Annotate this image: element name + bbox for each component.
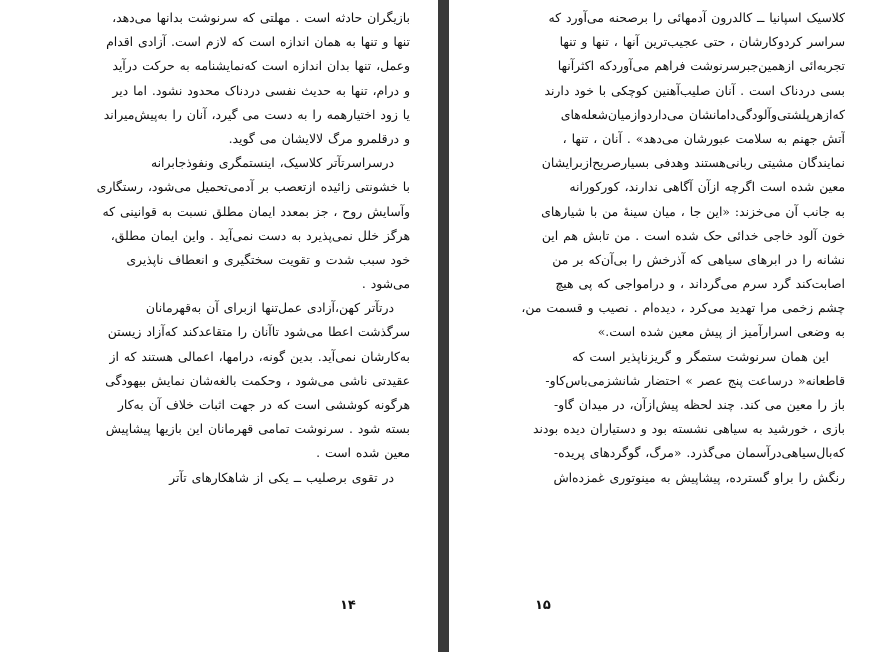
text-line: خون آلود خاجی خدائی حک شده است . من تابش هم این <box>541 227 845 243</box>
text-line: و درام، تنها به حدیث نفسی دردناک محدود نشود. اما دیر <box>112 82 410 98</box>
text-line: سراسر کردوکارشان ، حتی عجیب‌ترین آنها ، تنها و تنها <box>559 34 845 50</box>
text-line: این همان سرنوشت ستمگر و گریزناپذیر است که <box>571 348 829 364</box>
text-line: تجربه‌ائی ازهمین‌جبرسرنوشت فراهم می‌آوردکه اکثرآنها <box>557 58 845 74</box>
left-page-text <box>38 6 410 490</box>
page-number: ۱۴ <box>340 598 356 613</box>
text-line: به‌کارشان نمی‌آید. بدین گونه، درامها، اعمالی هستند که از <box>109 348 410 364</box>
text-line: و درقلمرو مرگ لالایشان می گوید. <box>228 130 410 146</box>
text-line: وعمل، تنها بدان اندازه است که‌نمایشنامه به حرکت درآید <box>112 58 410 74</box>
text-line: عقیدتی ناشی می‌شود ، وحکمت بالغه‌شان نمایش بیهودگی <box>105 372 410 388</box>
page-number: ۱۵ <box>535 598 551 613</box>
text-line: بازی ، خورشید به سیاهی نشسته بود و دستیاران دیده بودند <box>532 421 845 437</box>
book-spine <box>438 0 449 652</box>
text-line: کلاسیک اسپانیا ــ کالدرون آدمهائی را برصحنه می‌آورد که <box>548 10 845 25</box>
text-line: یا زود اختیارهمه را به دست می گیرد، آنان را به‌پیش‌میراند <box>103 106 410 122</box>
text-line: نمایندگان مشیتی ربانی‌هستند وهدفی بسیارصریح‌ازبرایشان <box>541 155 845 171</box>
text-line: نشانه را در ابرهای سیاهی که آذرخش را بی‌آن‌که بر من <box>552 251 845 267</box>
right-page <box>449 0 883 652</box>
text-line: در تقوی برصلیب ــ یکی از شاهکارهای تآتر <box>169 469 394 485</box>
text-line: خود سبب شدت و تقویت سختگیری و انعطاف ناپذیری <box>126 251 410 267</box>
text-line: که‌بال‌سیاهی‌درآسمان می‌گذرد. «مرگ، گوگردهای پریده‌- <box>553 445 845 461</box>
right-page-text <box>471 6 845 490</box>
text-line: چشم زخمی مرا تهدید می‌کرد ، دیده‌ام . نصیب و قسمت من، <box>521 300 845 316</box>
text-line: درسراسرتآتر کلاسیک، اینستمگری ونفوذجابرانه <box>150 155 394 171</box>
text-line: معین شده است اگرچه ازآن آگاهی ندارند، کورکورانه <box>569 179 845 195</box>
text-line: هرگز خلل نمی‌پذیرد به دست نمی‌آید . واین ایمان مطلق، <box>110 227 410 243</box>
text-line: که‌ازهرپلشتی‌وآلودگی‌دامانشان می‌داردو‌ازمیان‌شعله‌های <box>560 106 845 122</box>
text-line: قاطعانه« درساعت پنج عصر » احتضار شانشزمی‌باس‌کاو- <box>545 372 845 388</box>
text-line: درتآتر کهن،آزادی عمل‌تنها ازبرای آن به‌قهرمانان <box>145 300 394 316</box>
text-line: سرگذشت اعطا می‌شود تاآنان را متقاعدکند که‌آزاد زیستن <box>107 324 410 340</box>
text-line: به وضعی اسرارآمیز از پیش معین شده است.» <box>597 324 845 340</box>
text-line: بسته شود . سرنوشت تمامی قهرمانان این بازیها پیشاپیش <box>105 421 410 437</box>
text-line: بازیگران حادثه است . مهلتی که سرنوشت بدانها می‌دهد، <box>112 10 410 25</box>
text-line: بسی دردناک است . آنان صلیب‌آهنین کوچکی با خود دارند <box>544 82 845 98</box>
text-line: با خشونتی زائیده ازتعصب بر آدمی‌تحمیل می‌شود، رستگاری <box>96 179 410 195</box>
text-line: تنها و تنها به همان اندازه است که لازم است. آزادی اقدام <box>106 34 410 50</box>
text-line: می‌شود . <box>361 276 410 292</box>
text-line: باز را معین می کند. چند لحظه پیش‌ازآن، در میدان گاو- <box>553 397 845 412</box>
text-line: وآسایش روح ، جز بمعدد ایمان مطلق نسبت به قوانینی که <box>102 203 410 219</box>
text-line: هرگونه کوششی است که در جهت اثبات خلاف آن به‌کار <box>117 397 410 412</box>
text-line: معین شده است . <box>316 445 410 461</box>
text-line: آتش جهنم به سلامت عبورشان می‌دهد» . آنان ، تنها ، <box>562 130 845 146</box>
text-line: اصابت‌کند گرد سرم می‌گرداند ، و درامواجی که پی هیچ <box>555 276 845 292</box>
left-page <box>0 0 438 652</box>
text-line: رنگش را براو گسترده، پیشاپیش به مینوتوری غمزده‌اش <box>553 469 845 485</box>
text-line: به جانب آن می‌خزند: «این جا ، میان سینهٔ من با شیارهای <box>541 203 845 219</box>
